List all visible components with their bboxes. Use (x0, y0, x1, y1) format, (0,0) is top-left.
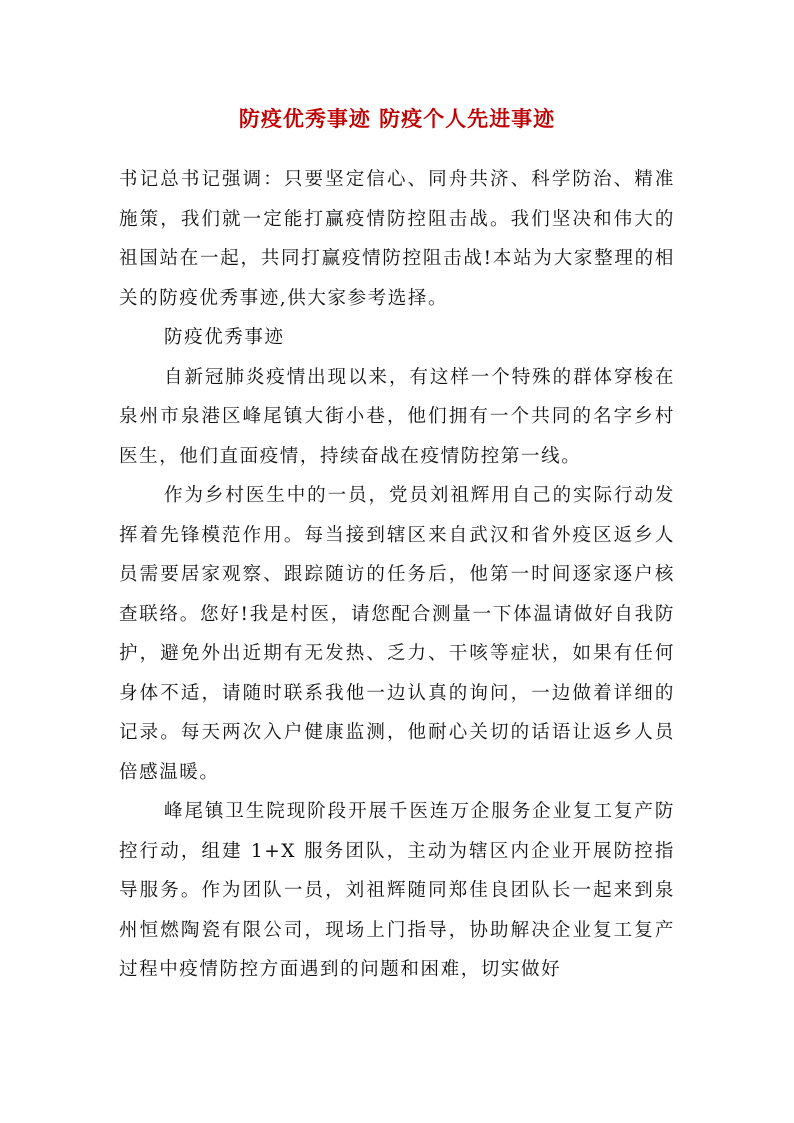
section-heading: 防疫优秀事迹 (164, 327, 285, 348)
intro-paragraph: 书记总书记强调：只要坚定信心、同舟共济、科学防治、精准施策，我们就一定能打赢疫情防控阻击战。我们坚决和伟大的祖国站在一起，共同打赢疫情防控阻击战!本站为大家整理的相关的防疫优秀事迹,供大家参考选择。 (119, 169, 675, 309)
body-paragraph: 自新冠肺炎疫情出现以来，有这样一个特殊的群体穿梭在泉州市泉港区峰尾镇大街小巷，他们拥有一个共同的名字乡村医生，他们直面疫情，持续奋战在疫情防控第一线。 (119, 366, 675, 467)
body-paragraph: 峰尾镇卫生院现阶段开展千医连万企服务企业复工复产防控行动，组建 1+X 服务团队，主动为辖区内企业开展防控指导服务。作为团队一员，刘祖辉随同郑佳良团队长一起来到泉州恒燃陶瓷有限公司，现场上门指导，协助解决企业复工复产过程中疫情防控方面遇到的问题和困难，切实做好 (119, 801, 675, 980)
body-paragraph: 作为乡村医生中的一员，党员刘祖辉用自己的实际行动发挥着先锋模范作用。每当接到辖区来自武汉和省外疫区返乡人员需要居家观察、跟踪随访的任务后，他第一时间逐家逐户核查联络。您好!我是村医，请您配合测量一下体温请做好自我防护，避免外出近期有无发热、乏力、干咳等症状，如果有任何身体不适，请随时联系我他一边认真的询问，一边做着详细的记录。每天两次入户健康监测，他耐心关切的话语让返乡人员倍感温暖。 (119, 485, 675, 783)
document-title: 防疫优秀事迹 防疫个人先进事迹 (238, 106, 556, 131)
document-body (119, 160, 675, 990)
